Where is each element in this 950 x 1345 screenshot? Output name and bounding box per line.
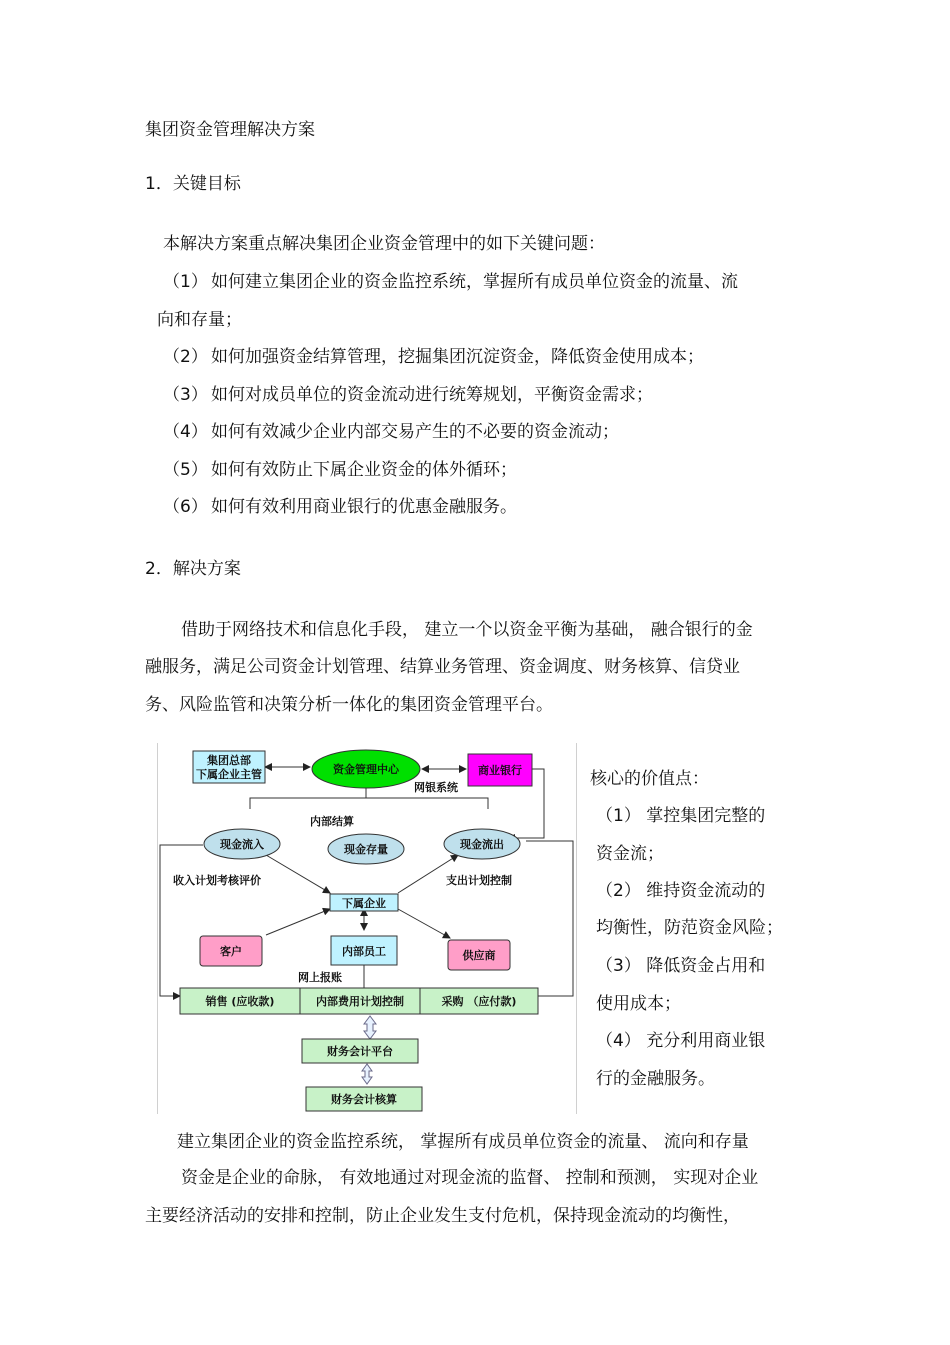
- section1-intro: 本解决方案重点解决集团企业资金管理中的如下关键问题：: [163, 234, 605, 254]
- value-line: 行的金融服务。: [596, 1069, 715, 1089]
- bottom-line: 建立集团企业的资金监控系统， 掌握所有成员单位资金的流量、 流向和存量: [177, 1132, 749, 1152]
- internal-cost-label: 内部费用计划控制: [316, 995, 404, 1008]
- double-arrow-icon: [362, 1064, 372, 1084]
- cash-out-label: 现金流出: [460, 838, 504, 851]
- item-number: （6）: [163, 497, 208, 517]
- section2-heading: 2．解决方案: [145, 559, 241, 579]
- sub-enterprise-label: 下属企业: [342, 897, 386, 910]
- fin-account-label: 财务会计核算: [331, 1093, 397, 1106]
- fin-platform-label: 财务会计平台: [327, 1045, 393, 1058]
- value-line: 资金流；: [596, 844, 664, 864]
- bank-label: 商业银行: [478, 764, 522, 777]
- cash-in-label: 现金流入: [220, 838, 264, 851]
- double-arrow-icon: [364, 1016, 376, 1039]
- fund-center-label: 资金管理中心: [333, 763, 399, 776]
- diagram-canvas: [158, 743, 576, 1114]
- item-text: 如何加强资金结算管理，挖掘集团沉淀资金，降低资金使用成本；: [211, 347, 704, 367]
- item-number: （4）: [163, 422, 208, 442]
- section2-para-line: 务、风险监管和决策分析一体化的集团资金管理平台。: [145, 695, 553, 715]
- value-line: （1） 掌控集团完整的: [596, 806, 766, 826]
- customer-label: 客户: [220, 945, 242, 958]
- item-number: （3）: [163, 385, 208, 405]
- staff-label: 内部员工: [342, 945, 386, 958]
- supplier-label: 供应商: [462, 949, 496, 962]
- value-line: 均衡性，防范资金风险；: [596, 918, 783, 938]
- bottom-line: 资金是企业的命脉， 有效地通过对现金流的监督、 控制和预测， 实现对企业: [181, 1168, 759, 1188]
- cash-stock-label: 现金存量: [344, 843, 388, 856]
- item-text: 如何建立集团企业的资金监控系统，掌握所有成员单位资金的流量、流: [211, 272, 738, 292]
- value-title: 核心的价值点：: [590, 769, 709, 789]
- purchase-label: 采购 （应付款): [441, 995, 517, 1008]
- internal-settle-label: 内部结算: [310, 815, 354, 828]
- expense-plan-label: 支出计划控制: [446, 874, 512, 887]
- sales-label: 销售 (应收款): [205, 995, 275, 1008]
- section2-para-line: 借助于网络技术和信息化手段， 建立一个以资金平衡为基础， 融合银行的金: [181, 620, 753, 640]
- online-reimb-label: 网上报账: [298, 971, 342, 984]
- item-number: （1）: [163, 272, 208, 292]
- bottom-line: 主要经济活动的安排和控制，防止企业发生支付危机，保持现金流动的均衡性，: [145, 1206, 740, 1226]
- value-line: （2） 维持资金流动的: [596, 881, 766, 901]
- item-text: 如何有效减少企业内部交易产生的不必要的资金流动；: [211, 422, 619, 442]
- netbank-label: 网银系统: [414, 781, 458, 794]
- fund-management-diagram: [157, 743, 577, 1114]
- item-number: （2）: [163, 347, 208, 367]
- item-text: 如何有效利用商业银行的优惠金融服务。: [211, 497, 517, 517]
- value-line: （3） 降低资金占用和: [596, 956, 766, 976]
- section2-para-line: 融服务，满足公司资金计划管理、结算业务管理、资金调度、财务核算、信贷业: [145, 657, 740, 677]
- section1-heading: 1．关键目标: [145, 174, 241, 194]
- doc-title: 集团资金管理解决方案: [145, 120, 315, 140]
- income-plan-label: 收入计划考核评价: [173, 874, 261, 887]
- item-text: 如何对成员单位的资金流动进行统筹规划，平衡资金需求；: [211, 385, 653, 405]
- hq-label-line2: 下属企业主管: [196, 768, 262, 781]
- item-text: 如何有效防止下属企业资金的体外循环；: [211, 460, 517, 480]
- hq-label-line1: 集团总部: [207, 754, 251, 767]
- item-text-cont: 向和存量；: [157, 310, 242, 330]
- item-number: （5）: [163, 460, 208, 480]
- value-line: （4） 充分利用商业银: [596, 1031, 766, 1051]
- value-line: 使用成本；: [596, 994, 681, 1014]
